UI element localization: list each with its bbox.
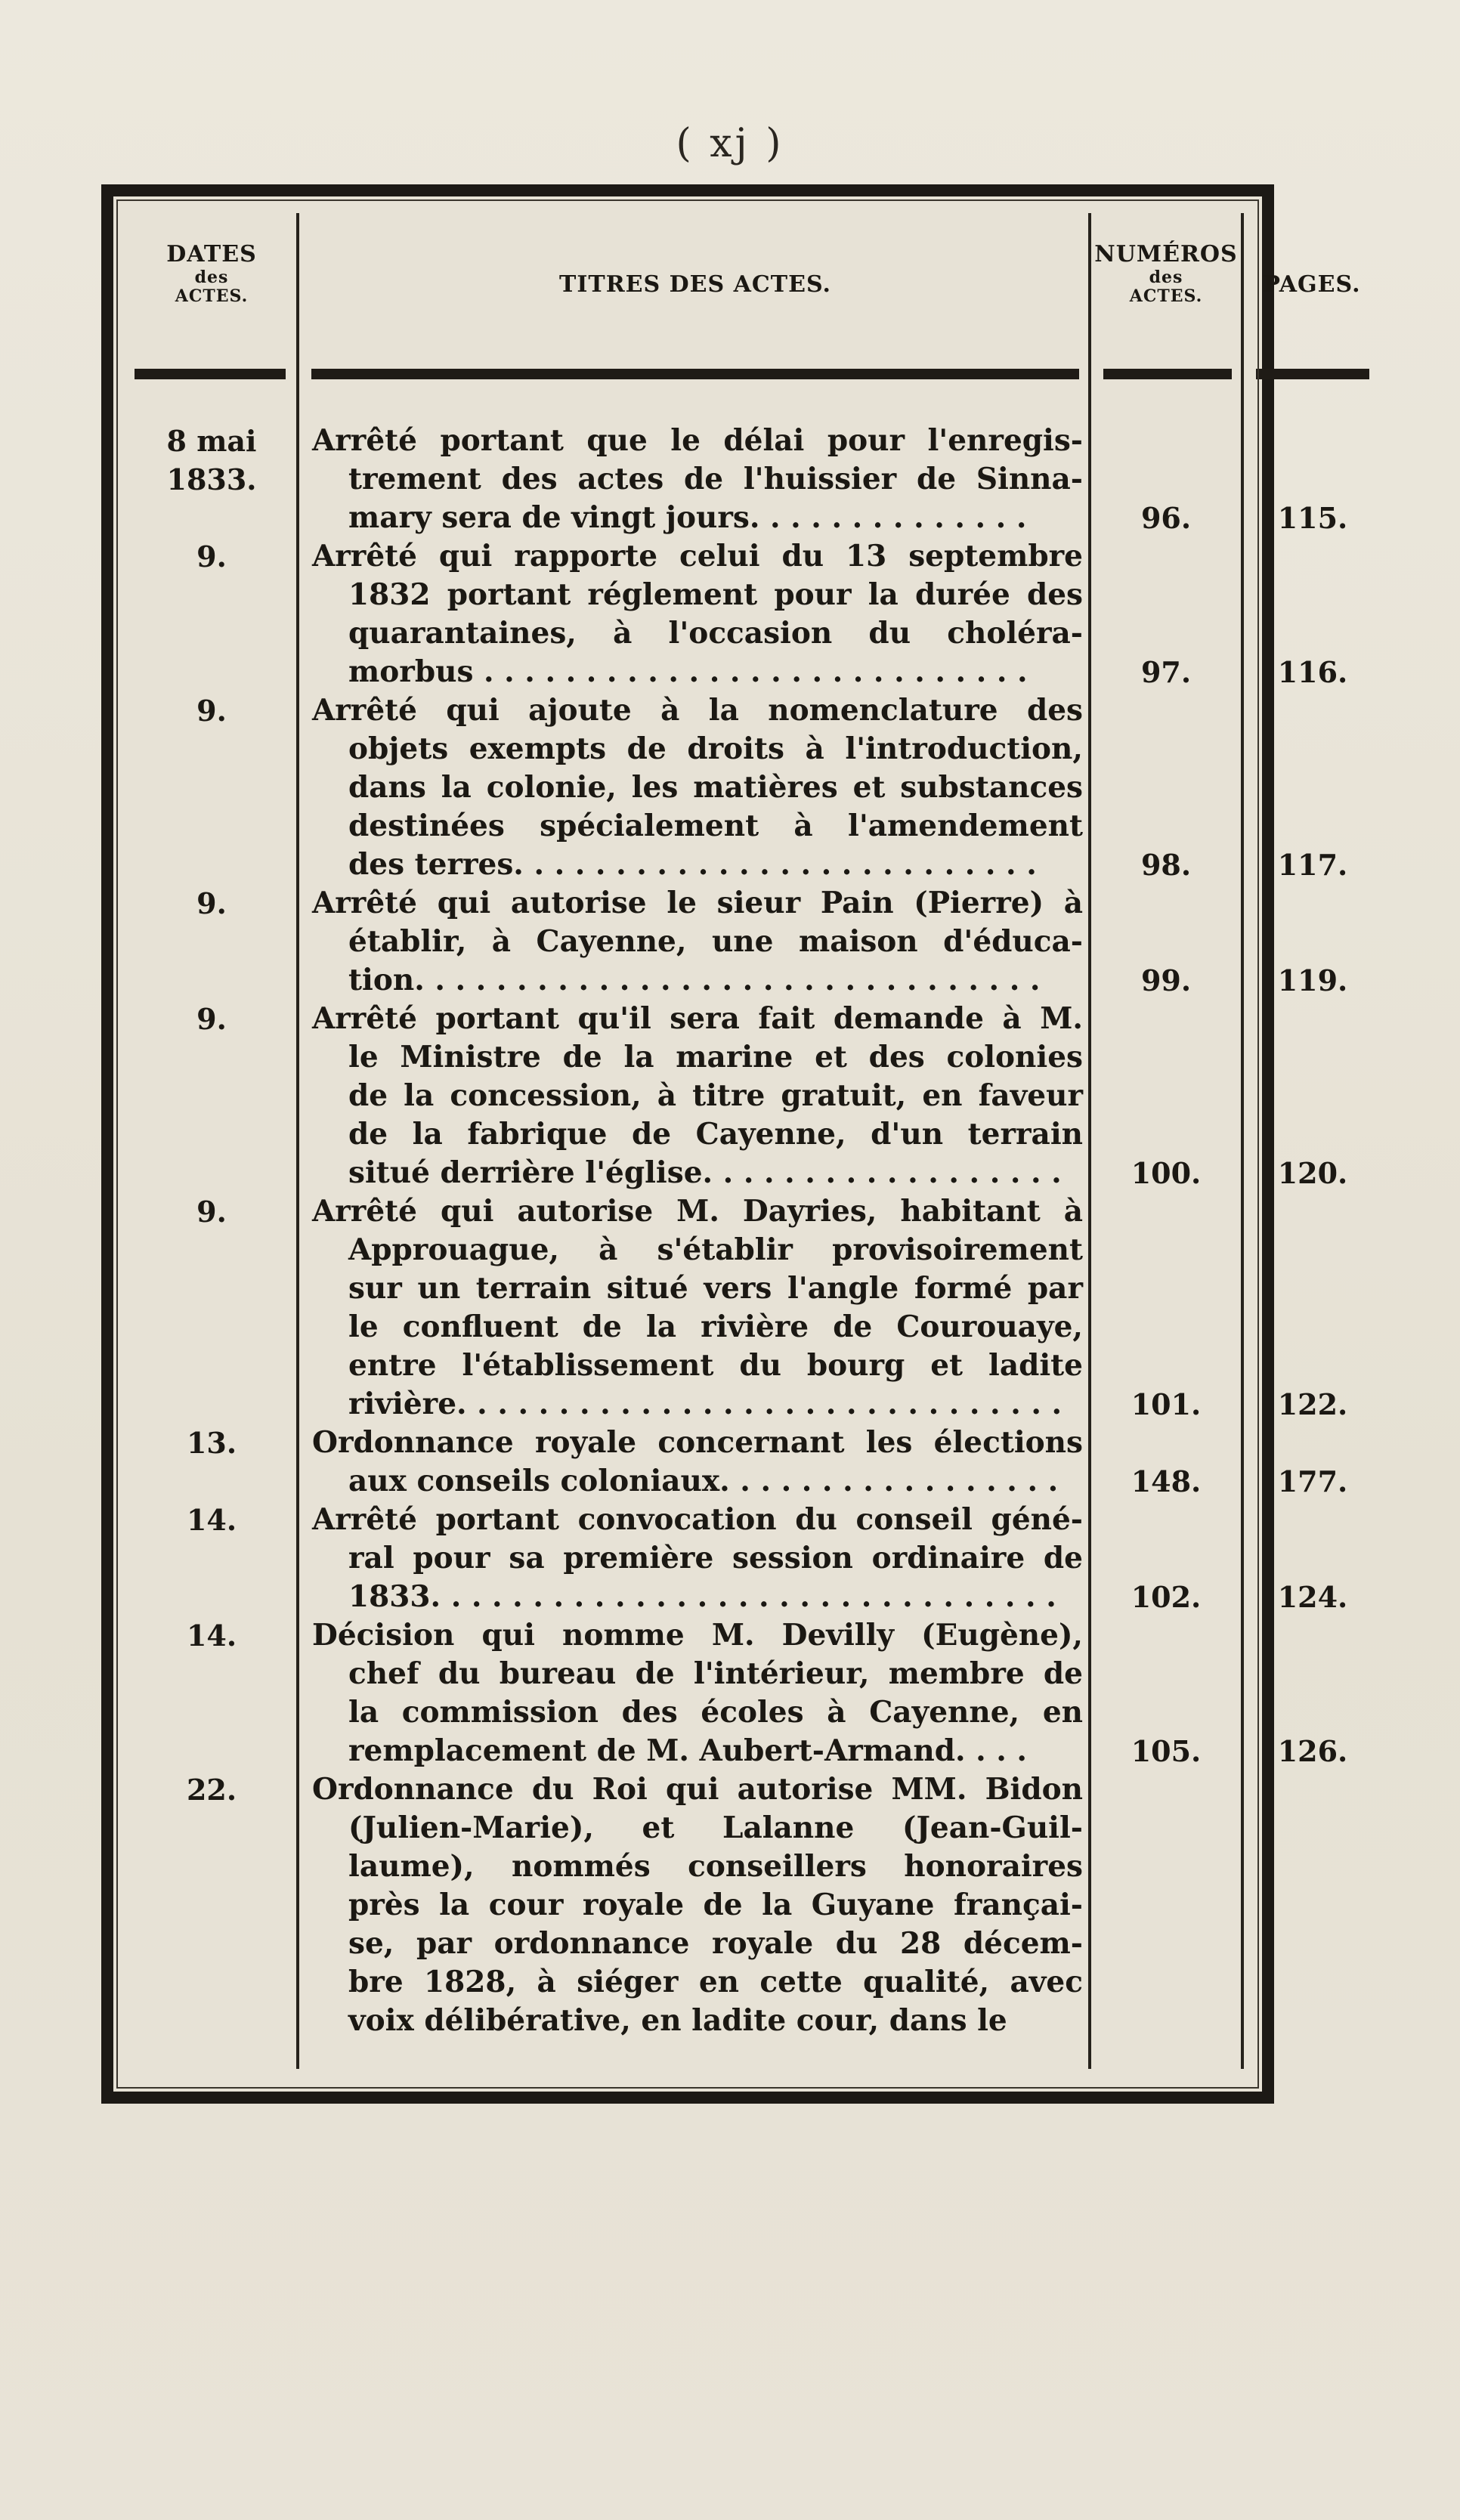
title-entry xyxy=(312,1501,1083,1616)
header-pages-label: PAGES. xyxy=(1263,271,1361,298)
numero-cell: 105. xyxy=(1131,1734,1202,1768)
date-text: 13. xyxy=(186,1426,237,1460)
numero-cell: 97. xyxy=(1140,655,1192,689)
title-line: objets exempts de droits à l'introduction, xyxy=(348,731,1083,766)
title-line: Arrêté portant qu'il sera fait demande à M. xyxy=(312,1001,1083,1036)
title-entry xyxy=(312,691,1083,884)
date-text: 1833. xyxy=(166,462,257,496)
title-line: Ordonnance royale concernant les élections xyxy=(312,1425,1083,1460)
title-entry xyxy=(312,1424,1083,1501)
date-text: 9. xyxy=(196,1195,227,1229)
numero-cell: 148. xyxy=(1131,1464,1202,1498)
title-line: sur un terrain situé vers l'angle formé par xyxy=(348,1271,1083,1306)
header-titles-label: TITRES DES ACTES. xyxy=(559,271,831,298)
date-cell xyxy=(128,422,295,499)
title-entry xyxy=(312,1616,1083,1770)
header-rule-titles xyxy=(311,369,1079,379)
date-text: 9. xyxy=(196,886,227,920)
date-text: 9. xyxy=(196,694,227,728)
title-entry xyxy=(312,422,1083,537)
title-line: quarantaines, à l'occasion du choléra- xyxy=(348,616,1083,651)
title-line: situé derrière l'église. . . . . . . . . . . . . . . . . . xyxy=(348,1155,1062,1190)
title-line: voix délibérative, en ladite cour, dans le xyxy=(348,2003,1007,2038)
page-cell: 120. xyxy=(1277,1156,1348,1190)
title-line: Décision qui nomme M. Devilly (Eugène), xyxy=(312,1618,1083,1653)
title-line: remplacement de M. Aubert-Armand. . . . xyxy=(348,1733,1028,1768)
date-cell xyxy=(128,1616,295,1655)
page-cell: 177. xyxy=(1277,1464,1348,1498)
page-cell: 119. xyxy=(1277,963,1348,997)
table-frame xyxy=(101,184,1361,2104)
column-divider-dates xyxy=(296,213,299,2069)
title-line: 1832 portant réglement pour la durée des xyxy=(348,577,1083,612)
title-line: bre 1828, à siéger en cette qualité, avec xyxy=(348,1965,1083,1999)
title-entry xyxy=(312,1770,1083,2040)
title-line: trement des actes de l'huissier de Sinna- xyxy=(348,462,1083,496)
title-line: de la concession, à titre gratuit, en faveur xyxy=(348,1078,1083,1113)
title-line: laume), nommés conseillers honoraires xyxy=(348,1849,1083,1884)
page-cell: 117. xyxy=(1277,848,1348,882)
date-cell xyxy=(128,1192,295,1231)
title-entry xyxy=(312,1000,1083,1192)
title-line: des terres. . . . . . . . . . . . . . . . . . . . . . . . . . xyxy=(348,847,1037,882)
date-cell xyxy=(128,884,295,923)
header-dates-sub2: ACTES. xyxy=(175,286,249,306)
date-cell xyxy=(128,537,295,576)
title-line: dans la colonie, les matières et substances xyxy=(348,770,1083,805)
numero-cell: 98. xyxy=(1140,848,1192,882)
header-titles xyxy=(302,272,1088,298)
header-dates xyxy=(128,242,295,306)
title-line: la commission des écoles à Cayenne, en xyxy=(348,1695,1083,1730)
header-numeros-main: NUMÉROS xyxy=(1094,241,1238,267)
header-dates-sub1: des xyxy=(194,267,229,287)
page-cell: 126. xyxy=(1277,1734,1348,1768)
date-text: 9. xyxy=(196,1002,227,1036)
header-numeros-sub2: ACTES. xyxy=(1129,286,1203,306)
title-line: près la cour royale de la Guyane françai- xyxy=(348,1888,1083,1922)
date-text: 8 mai xyxy=(166,424,257,458)
page-cell: 122. xyxy=(1277,1387,1348,1421)
header-numeros-sub1: des xyxy=(1149,267,1183,287)
title-line: ral pour sa première session ordinaire de xyxy=(348,1541,1083,1575)
numero-cell: 99. xyxy=(1140,963,1192,997)
date-text: 14. xyxy=(186,1619,237,1653)
column-divider-titles xyxy=(1088,213,1091,2069)
title-line: établir, à Cayenne, une maison d'éduca- xyxy=(348,924,1083,959)
page-cell: 124. xyxy=(1277,1580,1348,1614)
date-text: 14. xyxy=(186,1503,237,1537)
header-rule-dates xyxy=(135,369,286,379)
title-line: Ordonnance du Roi qui autorise MM. Bidon xyxy=(312,1772,1083,1807)
folio-number: ( xj ) xyxy=(676,121,784,166)
title-line: tion. . . . . . . . . . . . . . . . . . . . . . . . . . . . . . . xyxy=(348,963,1041,997)
column-divider-numeros xyxy=(1241,213,1244,2069)
title-line: Arrêté portant convocation du conseil géné- xyxy=(312,1502,1083,1537)
numero-cell: 100. xyxy=(1131,1156,1202,1190)
title-line: Arrêté portant que le délai pour l'enregis- xyxy=(312,423,1083,458)
title-line: entre l'établissement du bourg et ladite xyxy=(348,1348,1083,1383)
numero-cell: 102. xyxy=(1131,1580,1202,1614)
page-cell: 116. xyxy=(1277,655,1348,689)
numero-cell: 101. xyxy=(1131,1387,1202,1421)
header-rule-numeros xyxy=(1103,369,1232,379)
date-cell xyxy=(128,1501,295,1539)
title-entry xyxy=(312,884,1083,1000)
title-line: rivière. . . . . . . . . . . . . . . . . . . . . . . . . . . . . . xyxy=(348,1387,1063,1421)
title-line: Arrêté qui ajoute à la nomenclature des xyxy=(312,693,1083,728)
numero-cell: 96. xyxy=(1140,501,1192,535)
title-line: le confluent de la rivière de Courouaye, xyxy=(348,1309,1083,1344)
title-line: destinées spécialement à l'amendement xyxy=(348,809,1083,843)
title-line: Arrêté qui rapporte celui du 13 septembre xyxy=(312,539,1083,574)
title-line: aux conseils coloniaux. . . . . . . . . . . . . . . . . xyxy=(348,1464,1059,1498)
title-line: Arrêté qui autorise M. Dayries, habitant à xyxy=(312,1194,1083,1229)
title-line: se, par ordonnance royale du 28 décem- xyxy=(348,1926,1083,1961)
title-line: 1833. . . . . . . . . . . . . . . . . . . . . . . . . . . . . . . xyxy=(348,1579,1056,1614)
header-dates-main: DATES xyxy=(166,241,257,267)
header-pages xyxy=(1245,272,1378,298)
title-line: (Julien-Marie), et Lalanne (Jean-Guil- xyxy=(348,1810,1083,1845)
page-cell: 115. xyxy=(1277,501,1348,535)
title-entry xyxy=(312,537,1083,691)
date-cell xyxy=(128,691,295,730)
title-line: Arrêté qui autorise le sieur Pain (Pierre) à xyxy=(312,886,1083,920)
date-cell xyxy=(128,1424,295,1462)
title-line: le Ministre de la marine et des colonies xyxy=(348,1040,1083,1074)
title-line: mary sera de vingt jours. . . . . . . . . . . . . . xyxy=(348,500,1027,535)
header-rule-pages xyxy=(1256,369,1369,379)
title-line: morbus . . . . . . . . . . . . . . . . . . . . . . . . . . . xyxy=(348,654,1028,689)
date-cell xyxy=(128,1770,295,1809)
title-line: chef du bureau de l'intérieur, membre de xyxy=(348,1656,1083,1691)
date-text: 22. xyxy=(186,1773,237,1807)
header-numeros xyxy=(1093,242,1239,306)
date-cell xyxy=(128,1000,295,1038)
title-line: de la fabrique de Cayenne, d'un terrain xyxy=(348,1117,1083,1152)
title-line: Approuague, à s'établir provisoirement xyxy=(348,1232,1083,1267)
title-entry xyxy=(312,1192,1083,1424)
date-text: 9. xyxy=(196,540,227,574)
